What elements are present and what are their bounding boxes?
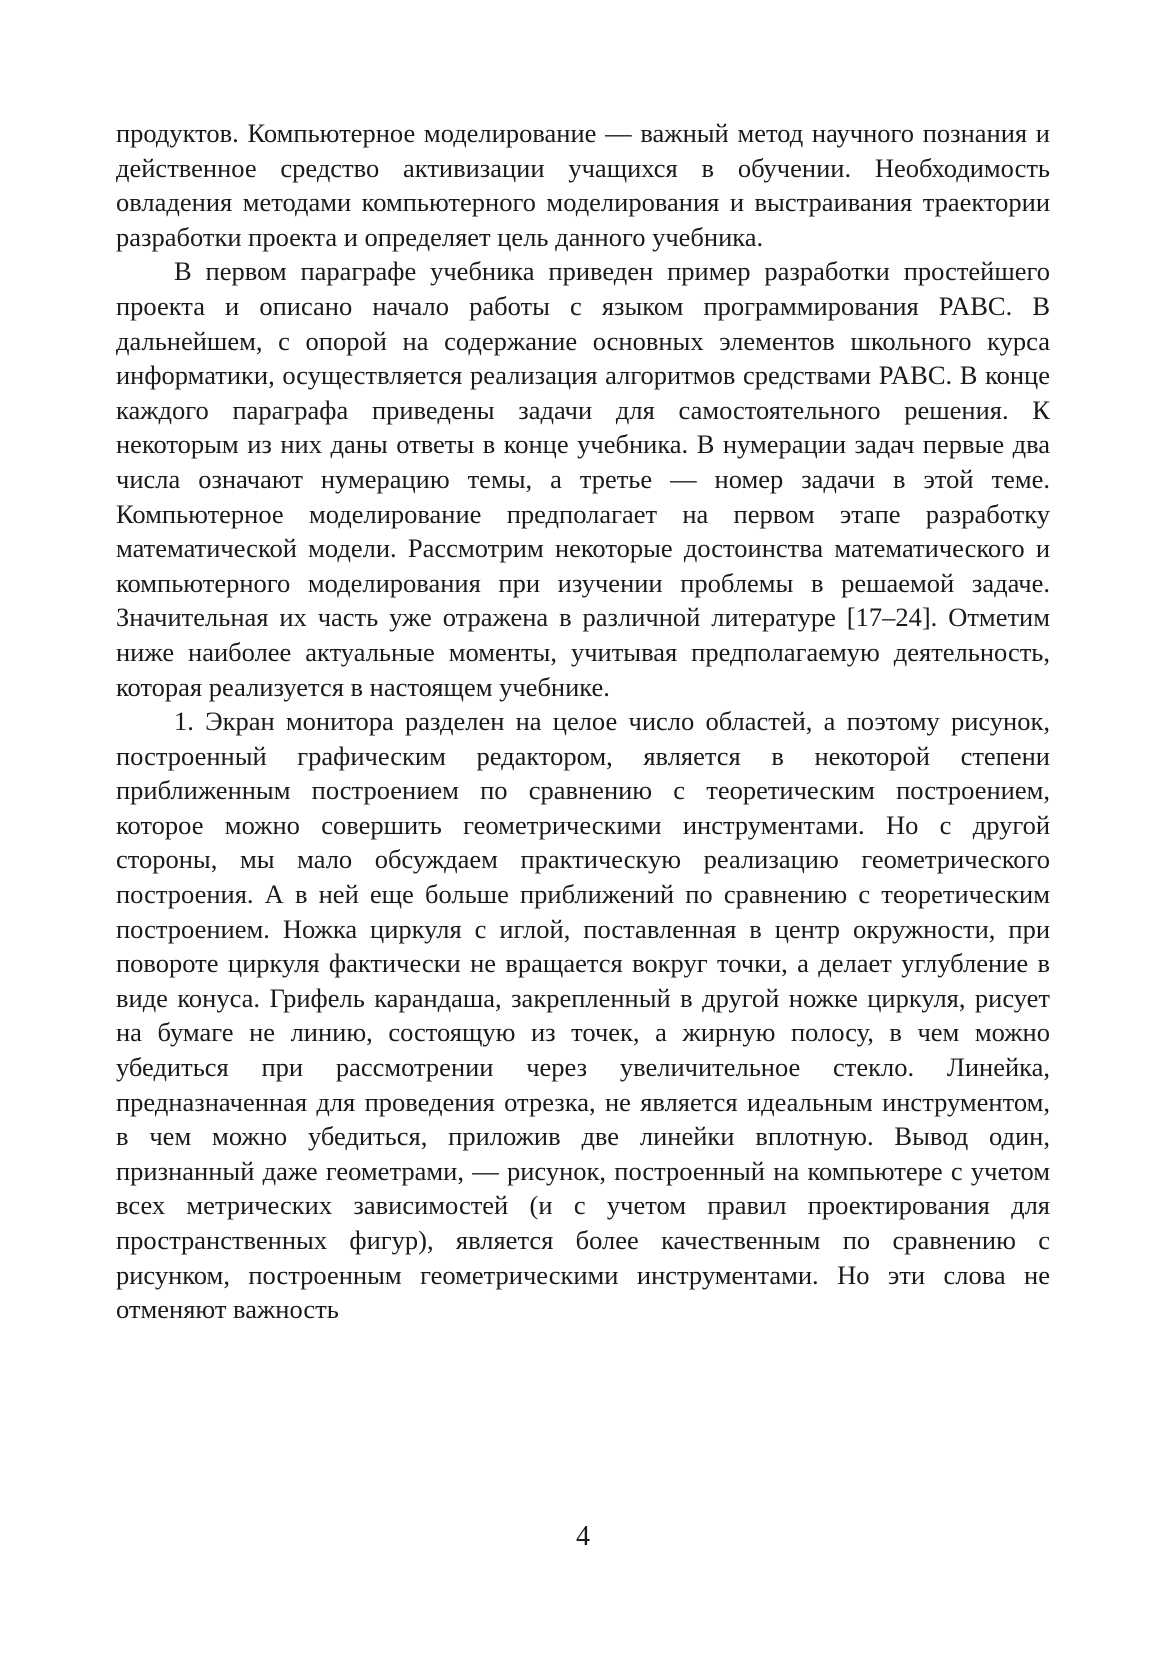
- paragraph-intro-continuation: продуктов. Компьютерное моделирование — важный метод научного познания и действенное средство активизации учащихся в обучении. Необходимость овладения методами компьютерного моделирования и выстраивания траектории разработки проекта и определяет цель данного учебника.: [116, 118, 1050, 252]
- paragraph-textbook-structure: В первом параграфе учебника приведен пример разработки простейшего проекта и описано начало работы с языком программирования PABC. В дальнейшем, с опорой на содержание основных элементов школьного курса информатики, осуществляется реализация алгоритмов средствами PABC. В конце каждого параграфа приведены задачи для самостоятельного решения. К некоторым из них даны ответы в конце учебника. В нумерации задач первые два числа означают нумерацию темы, а третье — номер задачи в этой теме. Компьютерное моделирование предполагает на первом этапе разработку математической модели. Рассмотрим некоторые достоинства математического и компьютерного моделирования при изучении проблемы в решаемой задаче. Значительная их часть уже отражена в различной литературе [17–24]. Отметим ниже наиболее актуальные моменты, учитывая предполагаемую деятельность, которая реализуется в настоящем учебнике.: [116, 256, 1050, 702]
- paragraph-point-1: 1. Экран монитора разделен на целое число областей, а поэтому рисунок, построенный графическим редактором, является в некоторой степени приближенным построением по сравнению с теоретическим построением, которое можно совершить геометрическими инструментами. Но с другой стороны, мы мало обсуждаем практическую реализацию геометрического построения. А в ней еще больше приближений по сравнению с теоретическим построением. Ножка циркуля с иглой, поставленная в центр окружности, при повороте циркуля фактически не вращается вокруг точки, а делает углубление в виде конуса. Грифель карандаша, закрепленный в другой ножке циркуля, рисует на бумаге не линию, состоящую из точек, а жирную полосу, в чем можно убедиться при рассмотрении через увеличительное стекло. Линейка, предназначенная для проведения отрезка, не является идеальным инструментом, в чем можно убедиться, приложив две линейки вплотную. Вывод один, признанный даже геометрами, — рисунок, построенный на компьютере с учетом всех метрических зависимостей (и с учетом правил проектирования для пространственных фигур), является более качественным по сравнению с рисунком, построенным геометрическими инструментами. Но эти слова не отменяют важность: [116, 706, 1050, 1325]
- page-number: 4: [576, 1521, 590, 1552]
- body-text: [116, 116, 1050, 1327]
